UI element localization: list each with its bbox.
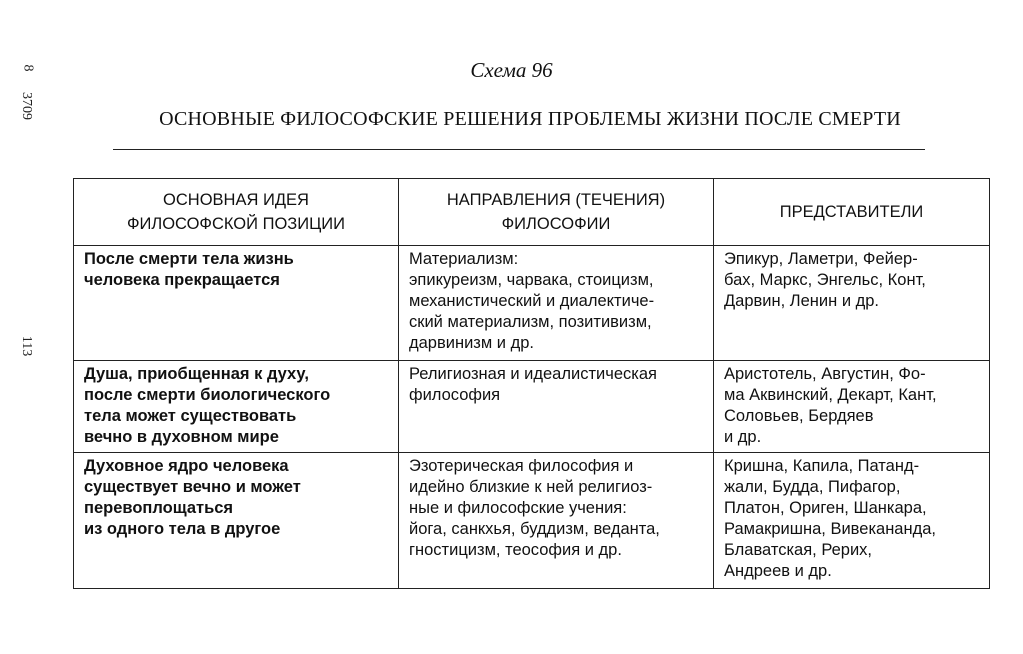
idea-cell bbox=[74, 361, 399, 453]
column-header-line: ПРЕДСТАВИТЕЛИ bbox=[779, 203, 924, 221]
direction-cell bbox=[399, 246, 714, 361]
cell-line: дарвинизм и др. bbox=[409, 334, 534, 352]
representatives-cell bbox=[714, 246, 990, 361]
column-header-line: ФИЛОСОФСКОЙ ПОЗИЦИИ bbox=[126, 215, 346, 233]
cell-line: Дарвин, Ленин и др. bbox=[724, 292, 880, 310]
direction-cell bbox=[399, 361, 714, 453]
cell-line: Андреев и др. bbox=[724, 562, 832, 580]
cell-line: Душа, приобщенная к духу, bbox=[84, 365, 309, 383]
cell-line: и др. bbox=[724, 428, 762, 446]
margin-note: 113 bbox=[19, 335, 35, 357]
cell-line: ский материализм, позитивизм, bbox=[409, 313, 652, 331]
cell-line: механистический и диалектиче- bbox=[409, 292, 655, 310]
cell-line: идейно близкие к ней религиоз- bbox=[409, 478, 653, 496]
scheme-label: Схема 96 bbox=[470, 58, 553, 82]
cell-line: Платон, Ориген, Шанкара, bbox=[724, 499, 927, 517]
idea-cell bbox=[74, 453, 399, 589]
table-row bbox=[74, 361, 990, 453]
cell-line: перевоплощаться bbox=[84, 499, 234, 517]
cell-line: эпикуреизм, чарвака, стоицизм, bbox=[409, 271, 654, 289]
cell-line: из одного тела в другое bbox=[84, 520, 281, 538]
cell-line: жали, Будда, Пифагор, bbox=[724, 478, 901, 496]
cell-line: Кришна, Капила, Патанд- bbox=[724, 457, 920, 475]
cell-line: ма Аквинский, Декарт, Кант, bbox=[724, 386, 937, 404]
cell-line: вечно в духовном мире bbox=[84, 428, 279, 446]
cell-line: философия bbox=[409, 386, 501, 404]
column-header-idea bbox=[74, 179, 399, 246]
cell-line: Материализм: bbox=[409, 250, 519, 268]
page-title: ОСНОВНЫЕ ФИЛОСОФСКИЕ РЕШЕНИЯ ПРОБЛЕМЫ ЖИЗНИ ПОСЛЕ СМЕРТИ bbox=[159, 108, 901, 130]
cell-line: тела может существовать bbox=[84, 407, 297, 425]
column-header-representatives bbox=[714, 179, 990, 246]
cell-line: после смерти биологического bbox=[84, 386, 331, 404]
philosophy-table bbox=[73, 178, 990, 589]
table-header-row bbox=[74, 179, 990, 246]
cell-line: бах, Маркс, Энгельс, Конт, bbox=[724, 271, 926, 289]
cell-line: После смерти тела жизнь bbox=[84, 250, 294, 268]
margin-note: 8 bbox=[20, 64, 36, 72]
cell-line: человека прекращается bbox=[84, 271, 280, 289]
margin-note: 3709 bbox=[19, 92, 34, 120]
cell-line: Блаватская, Рерих, bbox=[724, 541, 873, 559]
cell-line: существует вечно и может bbox=[84, 478, 301, 496]
title-divider bbox=[113, 149, 925, 150]
cell-line: йога, санкхья, буддизм, веданта, bbox=[409, 520, 660, 538]
cell-line: Религиозная и идеалистическая bbox=[409, 365, 657, 383]
cell-line: Рамакришна, Вивекананда, bbox=[724, 520, 936, 538]
direction-cell bbox=[399, 453, 714, 589]
cell-line: гностицизм, теософия и др. bbox=[409, 541, 622, 559]
column-header-direction bbox=[399, 179, 714, 246]
cell-line: Эпикур, Ламетри, Фейер- bbox=[724, 250, 918, 268]
table-row bbox=[74, 246, 990, 361]
cell-line: Эзотерическая философия и bbox=[409, 457, 634, 475]
cell-line: ные и философские учения: bbox=[409, 499, 627, 517]
cell-line: Духовное ядро человека bbox=[84, 457, 289, 475]
representatives-cell bbox=[714, 361, 990, 453]
cell-line: Соловьев, Бердяев bbox=[724, 407, 874, 425]
representatives-cell bbox=[714, 453, 990, 589]
column-header-line: НАПРАВЛЕНИЯ (ТЕЧЕНИЯ) bbox=[446, 191, 666, 209]
cell-line: Аристотель, Августин, Фо- bbox=[724, 365, 926, 383]
column-header-line: ОСНОВНАЯ ИДЕЯ bbox=[163, 191, 309, 209]
column-header-line: ФИЛОСОФИИ bbox=[501, 215, 611, 233]
idea-cell bbox=[74, 246, 399, 361]
table-row bbox=[74, 453, 990, 589]
